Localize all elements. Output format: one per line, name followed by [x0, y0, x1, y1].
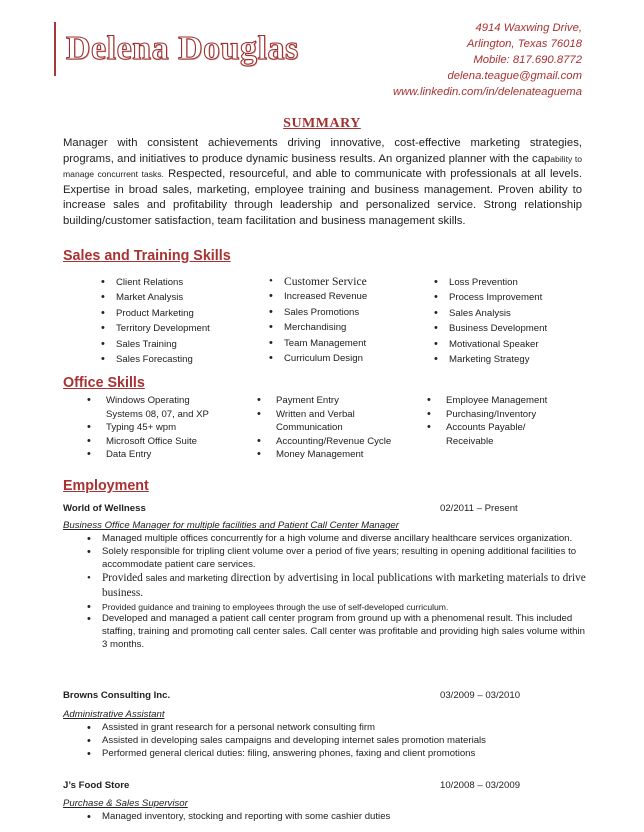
list-item-text: Communication	[276, 422, 343, 434]
list-item: • Solely responsible for tripling client volume over a period of five years; resulting in opening additional facilities to accommodate patient care services.	[87, 546, 587, 572]
list-item-continuation	[427, 435, 547, 449]
list-item: • Written and Verbal	[257, 408, 391, 422]
address-line-1: 4914 Waxwing Drive,	[475, 22, 582, 34]
list-item: • Windows Operating	[87, 394, 209, 408]
list-item-text: Provided	[102, 572, 143, 585]
list-item: • Provided guidance and training to employees through the use of self-developed curriculum.	[87, 601, 587, 613]
list-item: • Developed and managed a patient call center program from ground up with a phenomenal result. This included staffing, training and promoting call center sales. Call center was profitable and providing high sales volume within 3 months.	[87, 613, 587, 651]
summary-heading: SUMMARY	[283, 116, 361, 131]
list-item: • Purchasing/Inventory	[427, 408, 547, 422]
office-skills-col-3	[427, 394, 547, 448]
list-item	[87, 571, 587, 600]
address-line-2: Arlington, Texas 76018	[466, 38, 582, 50]
candidate-name: Delena Douglas	[66, 30, 299, 67]
job-role: Purchase & Sales Supervisor	[63, 798, 188, 809]
list-item-text: sales and marketing	[145, 573, 228, 584]
linkedin-link[interactable]: www.linkedin.com/in/delenateaguema	[392, 86, 582, 98]
list-item-continuation	[257, 421, 391, 435]
list-item: • Sales Promotions	[269, 305, 367, 320]
employment-heading: Employment	[63, 478, 149, 494]
job-role: Business Office Manager for multiple facilities and Patient Call Center Manager	[63, 520, 399, 531]
office-skills-heading: Office Skills	[63, 375, 145, 391]
header-accent-bar	[54, 22, 56, 76]
list-item: • Market Analysis	[101, 290, 210, 305]
job-responsibilities	[87, 722, 587, 760]
sales-skills-col-1	[101, 275, 210, 367]
list-item: • Curriculum Design	[269, 351, 367, 366]
summary-small-text: ability to manage concurrent tasks.	[63, 153, 582, 180]
email-link[interactable]: delena.teague@gmail.com	[447, 70, 582, 82]
list-item: • Merchandising	[269, 320, 367, 335]
sales-skills-col-3	[434, 275, 547, 367]
list-item: • Loss Prevention	[434, 275, 547, 290]
list-item: • Performed general clerical duties: filing, answering phones, faxing and client promotions	[87, 748, 587, 761]
summary-part-1: Manager with consistent achievements driving innovative, cost-effective marketing strategies, programs, and initiatives to produce dynamic business results. An organized planner with the cap	[63, 137, 582, 165]
job-dates: 10/2008 – 03/2009	[440, 780, 521, 791]
list-item: • Employee Management	[427, 394, 547, 408]
list-item: • Sales Analysis	[434, 306, 547, 321]
list-item-continuation	[87, 408, 209, 422]
list-item: • Motivational Speaker	[434, 337, 547, 352]
summary-part-2: Respected, resourceful, and able to communicate with professionals at all levels. Expertise in broad sales, marketing, employee training and business management. Proven ability to increase sales and profitability through leadership and personalized service. Strong relationship building/customer satisfaction, team facilitation and business management skills.	[63, 168, 582, 227]
summary-text	[63, 136, 582, 230]
job-dates: 03/2009 – 03/2010	[440, 690, 521, 701]
list-item: • Sales Training	[101, 337, 210, 352]
sales-skills-col-2	[269, 274, 367, 366]
list-item: • Marketing Strategy	[434, 352, 547, 367]
list-item: • Money Management	[257, 448, 391, 462]
office-skills-col-2	[257, 394, 391, 462]
job-company: World of Wellness	[63, 503, 146, 514]
list-item: • Managed multiple offices concurrently for a high volume and diverse ancillary healthcare services organization.	[87, 533, 587, 546]
list-item: • Client Relations	[101, 275, 210, 290]
mobile-phone: Mobile: 817.690.8772	[473, 54, 582, 66]
list-item: • Accounts Payable/	[427, 421, 547, 435]
office-skills-col-1	[87, 394, 209, 462]
job-company: J’s Food Store	[63, 780, 130, 791]
list-item: • Customer Service	[269, 274, 367, 289]
job-dates: 02/2011 – Present	[440, 503, 518, 514]
list-item-text: Receivable	[446, 435, 494, 447]
list-item-text: direction by advertising in local publications with marketing materials to drive business.	[102, 572, 586, 599]
list-item-text: Systems 08, 07, and XP	[106, 408, 209, 420]
list-item: • Assisted in grant research for a personal network consulting firm	[87, 722, 587, 735]
list-item: • Team Management	[269, 336, 367, 351]
list-item: • Managed inventory, stocking and reporting with some cashier duties	[87, 811, 587, 824]
list-item: • Assisted in developing sales campaigns and developing internet sales promotion materials	[87, 735, 587, 748]
list-item: • Sales Forecasting	[101, 352, 210, 367]
list-item: • Increased Revenue	[269, 289, 367, 304]
contact-block	[393, 20, 582, 100]
list-item: • Process Improvement	[434, 290, 547, 305]
list-item: • Payment Entry	[257, 394, 391, 408]
sales-skills-heading: Sales and Training Skills	[63, 248, 231, 264]
list-item: • Business Development	[434, 321, 547, 336]
list-item: • Territory Development	[101, 321, 210, 336]
list-item: • Product Marketing	[101, 306, 210, 321]
job-role: Administrative Assistant	[63, 709, 165, 720]
job-company: Browns Consulting Inc.	[63, 690, 171, 701]
list-item: • Typing 45+ wpm	[87, 421, 209, 435]
job-responsibilities	[87, 811, 587, 824]
list-item: • Data Entry	[87, 448, 209, 462]
job-responsibilities	[87, 533, 587, 651]
list-item: • Microsoft Office Suite	[87, 435, 209, 449]
list-item: • Accounting/Revenue Cycle	[257, 435, 391, 449]
